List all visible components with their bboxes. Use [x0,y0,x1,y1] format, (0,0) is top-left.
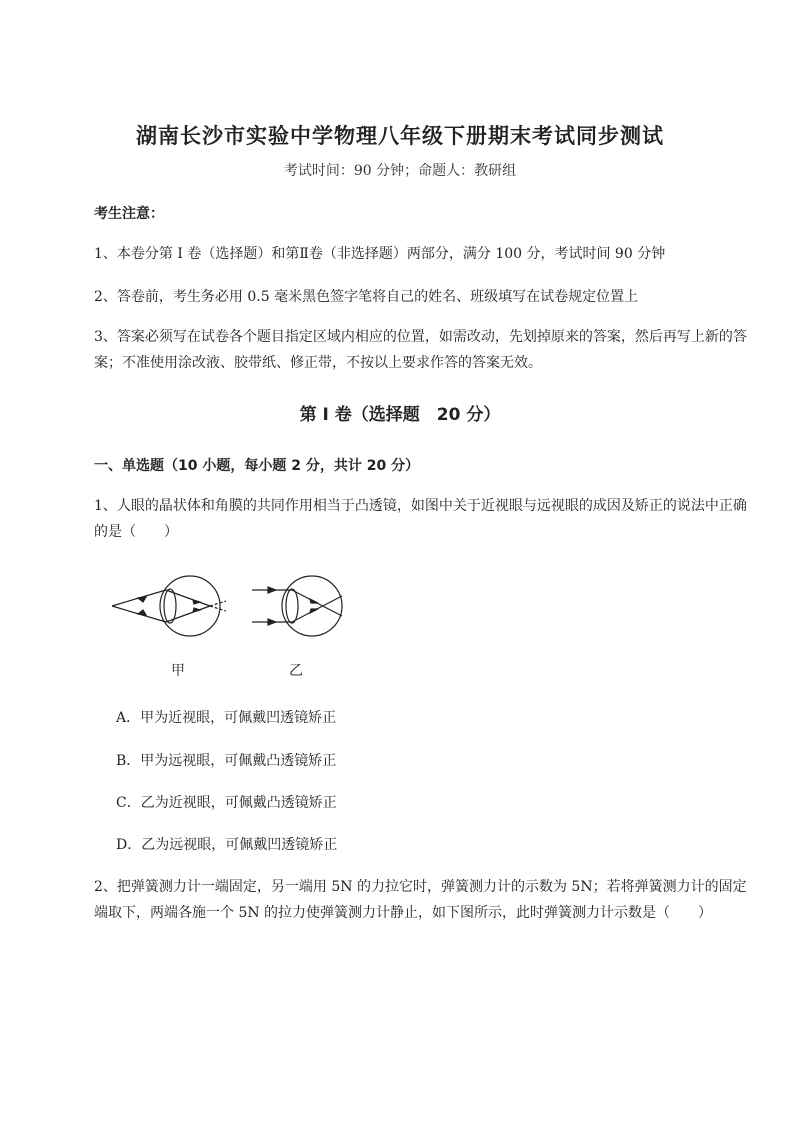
notice-heading: 考生注意： [94,206,164,222]
notice-item-2: 2、答卷前，考生务必用 0.5 毫米黑色签字笔将自己的姓名、班级填写在试卷规定位置上 [94,289,639,305]
figure-label-yi: 乙 [289,663,303,679]
question-1-option-b: B．甲为远视眼，可佩戴凸透镜矫正 [116,753,337,769]
eye-diagram [108,568,358,679]
figure-label-jia: 甲 [171,663,185,679]
section-title: 第 I 卷（选择题 20 分） [299,405,501,425]
notice-item-1: 1、本卷分第 I 卷（选择题）和第Ⅱ卷（非选择题）两部分，满分 100 分，考试时间 90 分钟 [94,246,666,262]
question-1-option-d: D．乙为远视眼，可佩戴凹透镜矫正 [116,837,338,853]
notice-item-3: 3、答案必须写在试卷各个题目指定区域内相应的位置，如需改动，先划掉原来的答案，然后再写上新的答案；不准使用涂改液、胶带纸、修正带，不按以上要求作答的答案无效。 [94,329,747,371]
question-group-heading: 一、单选题（10 小题，每小题 2 分，共计 20 分） [94,458,420,474]
question-1-option-a: A．甲为近视眼，可佩戴凹透镜矫正 [116,710,337,726]
question-2-stem: 2、把弹簧测力计一端固定，另一端用 5N 的力拉它时，弹簧测力计的示数为 5N；若将弹簧测力计的固定端取下，两端各施一个 5N 的拉力使弹簧测力计静止，如下图所示，此时弹簧测力计示数是（ ） [94,879,747,921]
eye-diagram-jia [112,576,226,636]
eye-diagram-yi [252,576,342,636]
eye-diagram-svg [108,568,358,648]
page-title: 湖南长沙市实验中学物理八年级下册期末考试同步测试 [136,124,664,148]
question-1-option-c: C．乙为近视眼，可佩戴凸透镜矫正 [116,795,337,811]
question-1-stem: 1、人眼的晶状体和角膜的共同作用相当于凸透镜，如图中关于近视眼与远视眼的成因及矫正的说法中正确的是（ ） [94,498,747,540]
exam-info: 考试时间：90 分钟；命题人：教研组 [283,163,517,179]
